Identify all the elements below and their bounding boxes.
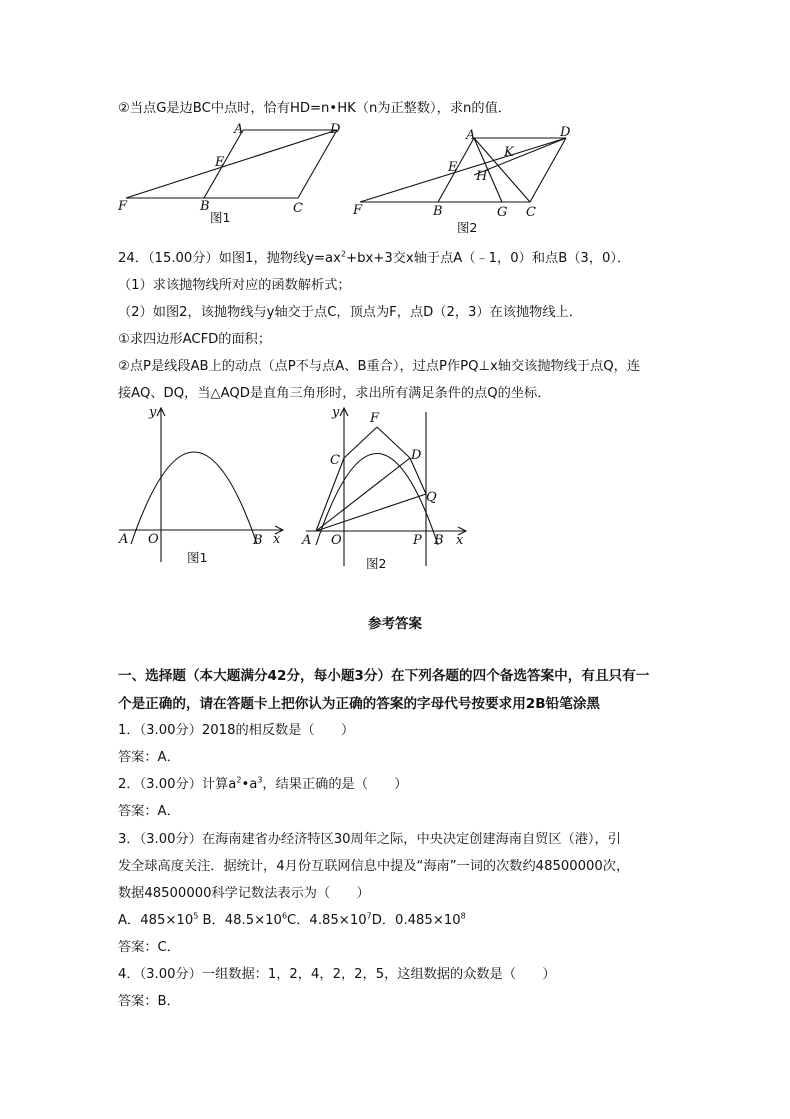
q24-part2: （2）如图2，该抛物线与y轴交于点C，顶点为F，点D（2，3）在该抛物线上． <box>118 305 582 320</box>
figure-caption: 图2 <box>366 556 387 571</box>
label-C: C <box>330 453 340 468</box>
q24-part2a: ①求四边形ACFD的面积； <box>118 332 272 347</box>
label-B: B <box>200 199 210 214</box>
question-4: 4．（3.00分）一组数据：1，2，4，2，2，5，这组数据的众数是（ ） <box>118 967 556 982</box>
answer-4: 答案：B． <box>118 994 180 1009</box>
section-heading-line2: 个是正确的，请在答题卡上把你认为正确的答案的字母代号按要求用2B铅笔涂黑 <box>118 696 601 712</box>
question-2: 2．（3.00分）计算$a^2•a^3$，结果正确的是（ ） <box>118 775 408 792</box>
label-K: K <box>504 145 514 160</box>
label-F: F <box>353 203 363 218</box>
label-x: x <box>273 532 281 547</box>
answer-1: 答案：A． <box>118 750 180 765</box>
label-O: O <box>331 533 342 548</box>
answer-2: 答案：A． <box>118 804 180 819</box>
label-y: y <box>149 405 157 420</box>
label-B: B <box>433 204 443 219</box>
label-C: C <box>293 201 303 216</box>
label-A: A <box>119 532 129 547</box>
parabola-figure-2 <box>298 402 476 574</box>
question-3-line2: 发全球高度关注．据统计，4月份互联网信息中提及“海南”一词的次数约48500000次， <box>118 859 630 874</box>
label-A: A <box>302 533 312 548</box>
question-3-line1: 3．（3.00分）在海南建省办经济特区30周年之际，中央决定创建海南自贸区（港），引 <box>118 832 621 847</box>
q24-part1: （1）求该抛物线所对应的函数解析式； <box>118 278 351 293</box>
label-A: A <box>466 128 476 143</box>
label-F: F <box>370 411 380 426</box>
label-E: E <box>215 155 225 170</box>
label-P: P <box>413 533 422 548</box>
label-D: D <box>330 122 341 137</box>
parabola-figure-1 <box>115 402 295 570</box>
label-G: G <box>497 205 508 220</box>
question-1: 1．（3.00分）2018的相反数是（ ） <box>118 723 355 738</box>
geometry-figure-2 <box>350 122 582 240</box>
q24-part2b-line1: ②点P是线段AB上的动点（点P不与点A、B重合），过点P作PQ⊥x轴交该抛物线于点Q，连 <box>118 359 641 374</box>
label-x: x <box>456 533 464 548</box>
label-H: H <box>476 169 488 184</box>
label-E: E <box>448 160 458 175</box>
label-y: y <box>332 405 340 420</box>
figure-caption: 图1 <box>187 550 208 565</box>
label-D: D <box>560 125 571 140</box>
label-B: B <box>434 533 444 548</box>
label-O: O <box>148 532 159 547</box>
label-D: D <box>411 448 422 463</box>
q24-part2b-line2: 接AQ、DQ，当△AQD是直角三角形时，求出所有满足条件的点Q的坐标． <box>118 386 551 401</box>
label-F: F <box>118 199 128 214</box>
q24-stem: 24．（15.00分）如图1，抛物线$y=ax^2+bx+3$交x轴于点A（﹣1，0）和点B（3，0）． <box>118 249 631 266</box>
label-A: A <box>234 122 244 137</box>
figure-caption: 图2 <box>457 220 478 235</box>
question-3-line3: 数据48500000科学记数法表示为（ ） <box>118 886 370 901</box>
q23-part2-text: ②当点G是边BC中点时，恰有HD=n•HK（n为正整数），求n的值． <box>118 101 511 116</box>
section-heading-line1: 一、选择题（本大题满分42分，每小题3分）在下列各题的四个备选答案中，有且只有一 <box>118 668 650 684</box>
label-Q: Q <box>426 490 437 505</box>
label-C: C <box>526 205 536 220</box>
answer-3: 答案：C． <box>118 940 180 955</box>
figure-caption: 图1 <box>210 210 231 225</box>
label-B: B <box>253 533 263 548</box>
geometry-figure-1 <box>112 118 342 228</box>
answers-title: 参考答案 <box>368 616 422 632</box>
question-3-options: A．$485\times 10^5$ B．$48.5\times 10^6C$．$4.85\times 10^7D$．$0.485\times 10^8$ <box>118 911 466 928</box>
